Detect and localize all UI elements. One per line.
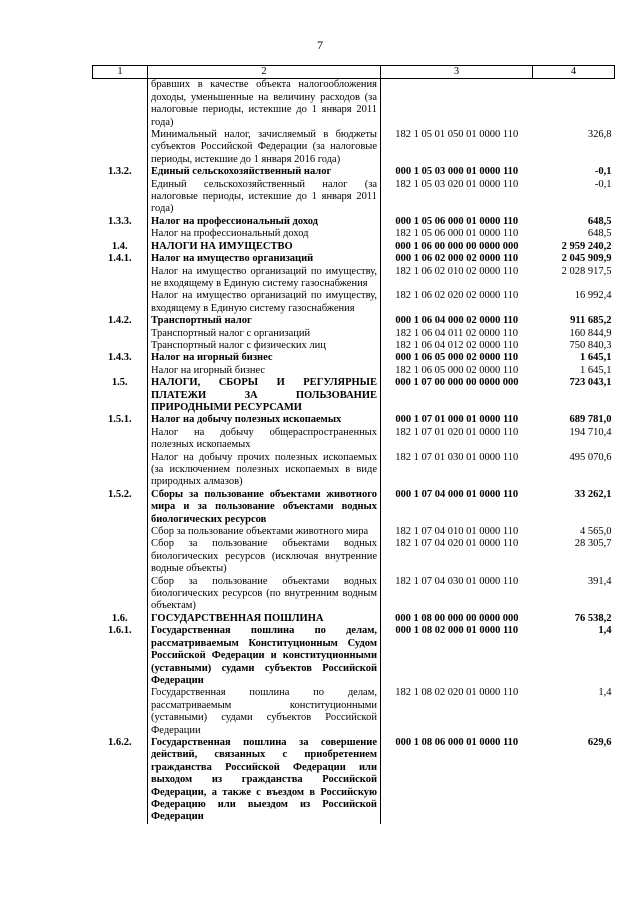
row-number: 1.4.2. — [107, 315, 132, 327]
row-number — [93, 576, 148, 613]
row-value: -0,1 — [594, 166, 612, 178]
row-code: 000 1 05 06 000 01 0000 110 — [395, 215, 519, 227]
table-row — [93, 216, 615, 228]
row-code — [381, 79, 533, 129]
row-value: 2 045 909,9 — [561, 253, 612, 265]
row-name: НАЛОГИ, СБОРЫ И РЕГУЛЯРНЫЕ ПЛАТЕЖИ ЗА ПОЛЬЗОВАНИЕ ПРИРОДНЫМИ РЕСУРСАМИ — [148, 377, 381, 414]
table-row — [93, 315, 615, 327]
table-row — [93, 340, 615, 352]
row-name: Налог на игорный бизнес — [148, 352, 381, 364]
row-value: 391,4 — [587, 575, 612, 587]
row-code: 000 1 08 06 000 01 0000 110 — [395, 736, 519, 748]
row-number — [93, 228, 148, 240]
row-name: Минимальный налог, зачисляемый в бюджеты субъектов Российской Федерации (за налоговые периоды, истекшие до 1 января 2016 года) — [148, 129, 381, 166]
table-row — [93, 377, 615, 414]
table-row — [93, 737, 615, 824]
row-code: 000 1 08 02 000 01 0000 110 — [395, 625, 519, 637]
row-name: Транспортный налог с организаций — [148, 328, 381, 340]
row-number — [93, 526, 148, 538]
row-number: 1.3.3. — [107, 215, 132, 227]
row-value: 160 844,9 — [569, 327, 612, 339]
row-code: 000 1 05 03 000 01 0000 110 — [395, 166, 519, 178]
revenue-table — [92, 65, 615, 824]
row-value: 16 992,4 — [574, 290, 612, 302]
row-number — [93, 427, 148, 452]
table-row — [93, 687, 615, 737]
table-row — [93, 241, 615, 253]
row-name: Налог на профессиональный доход — [148, 216, 381, 228]
row-number — [93, 365, 148, 377]
row-name: Налог на игорный бизнес — [148, 365, 381, 377]
table-row — [93, 352, 615, 364]
header-col-3: 3 — [381, 66, 533, 79]
row-value: 689 781,0 — [569, 414, 612, 426]
table-row — [93, 79, 615, 129]
row-code: 182 1 07 01 020 01 0000 110 — [395, 426, 519, 438]
row-name: Сборы за пользование объектами животного мира и за пользование объектами водных биологических ресурсов — [148, 489, 381, 526]
header-col-1: 1 — [93, 66, 148, 79]
row-code: 182 1 05 01 050 01 0000 110 — [395, 129, 519, 141]
table-row — [93, 526, 615, 538]
row-value — [533, 79, 615, 129]
row-name: Налог на имущество организаций — [148, 253, 381, 265]
row-number: 1.6. — [111, 612, 128, 624]
row-name: Налог на добычу общераспространенных полезных ископаемых — [148, 427, 381, 452]
row-name: Налог на имущество организаций по имуществу, не входящему в Единую систему газоснабжения — [148, 266, 381, 291]
row-name: Единый сельскохозяйственный налог (за налоговые периоды, истекшие до 1 января 2011 года) — [148, 179, 381, 216]
table-row — [93, 414, 615, 426]
row-number — [93, 129, 148, 166]
row-name: Государственная пошлина по делам, рассматриваемым конституционными (уставными) судами субъектов Российской Федерации — [148, 687, 381, 737]
table-row — [93, 576, 615, 613]
row-name: ГОСУДАРСТВЕННАЯ ПОШЛИНА — [148, 613, 381, 625]
row-value: 1,4 — [598, 625, 612, 637]
row-number: 1.3.2. — [107, 166, 132, 178]
row-code: 000 1 07 04 000 01 0000 110 — [395, 488, 519, 500]
row-number — [93, 179, 148, 216]
header-col-4: 4 — [533, 66, 615, 79]
row-value: 911 685,2 — [570, 315, 612, 327]
row-code: 182 1 06 02 010 02 0000 110 — [395, 265, 519, 277]
row-value: 194 710,4 — [569, 426, 612, 438]
row-name: бравших в качестве объекта налогообложения доходы, уменьшенные на величину расходов (за налоговые периоды, истекшие до 1 января 2011 года) — [148, 79, 381, 129]
table-row — [93, 613, 615, 625]
row-value: 4 565,0 — [580, 526, 612, 538]
page-number: 7 — [317, 38, 323, 52]
row-number — [93, 687, 148, 737]
header-col-2: 2 — [148, 66, 381, 79]
row-number: 1.6.1. — [107, 625, 132, 637]
row-code: 000 1 07 01 000 01 0000 110 — [395, 414, 519, 426]
row-name: Налог на добычу полезных ископаемых — [148, 414, 381, 426]
row-code: 182 1 07 04 030 01 0000 110 — [395, 575, 519, 587]
row-code: 000 1 06 05 000 02 0000 110 — [395, 352, 519, 364]
table-row — [93, 365, 615, 377]
row-value: 326,8 — [587, 129, 612, 141]
row-name: Транспортный налог с физических лиц — [148, 340, 381, 352]
row-number — [93, 340, 148, 352]
row-code: 182 1 05 06 000 01 0000 110 — [395, 228, 519, 240]
row-name: Государственная пошлина за совершение действий, связанных с приобретением гражданства Российской Федерации или выходом из гражданства Российской Федерации, а также с въездом в Российскую Федерацию или выездом из Российской Федерации — [148, 737, 381, 824]
table-row — [93, 489, 615, 526]
row-name: Единый сельскохозяйственный налог — [148, 166, 381, 178]
row-code: 182 1 06 04 012 02 0000 110 — [395, 339, 519, 351]
row-number — [93, 328, 148, 340]
row-value: 629,6 — [587, 736, 612, 748]
row-code: 000 1 07 00 000 00 0000 000 — [395, 377, 519, 389]
row-name: Сбор за пользование объектами животного мира — [148, 526, 381, 538]
row-number: 1.4.3. — [107, 352, 132, 364]
row-value: 750 840,3 — [569, 339, 612, 351]
table-row — [93, 166, 615, 178]
row-value: 723 043,1 — [569, 377, 612, 389]
table-row — [93, 427, 615, 452]
row-value: 28 305,7 — [574, 538, 612, 550]
row-code: 000 1 06 00 000 00 0000 000 — [395, 240, 519, 252]
row-number — [93, 290, 148, 315]
row-name: Налог на добычу прочих полезных ископаемых (за исключением полезных ископаемых в виде природных алмазов) — [148, 452, 381, 489]
table-row — [93, 625, 615, 687]
row-name: Государственная пошлина по делам, рассматриваемым Конституционным Судом Российской Федерации и конституционными (уставными) судами субъектов Российской Федерации — [148, 625, 381, 687]
row-name: НАЛОГИ НА ИМУЩЕСТВО — [148, 241, 381, 253]
row-code: 000 1 06 04 000 02 0000 110 — [395, 315, 519, 327]
table-header-row — [93, 66, 615, 79]
table-row — [93, 538, 615, 575]
row-name: Транспортный налог — [148, 315, 381, 327]
row-number: 1.6.2. — [107, 736, 132, 748]
row-code: 182 1 06 05 000 02 0000 110 — [395, 364, 519, 376]
row-number: 1.4. — [111, 240, 128, 252]
row-value: 1 645,1 — [580, 352, 612, 364]
row-code: 182 1 07 04 010 01 0000 110 — [395, 526, 519, 538]
row-number — [93, 79, 148, 129]
row-number: 1.5.1. — [107, 414, 132, 426]
row-code: 182 1 07 04 020 01 0000 110 — [395, 538, 519, 550]
row-value: 648,5 — [587, 215, 612, 227]
row-name: Сбор за пользование объектами водных биологических ресурсов (исключая внутренние водные объекты) — [148, 538, 381, 575]
table-row — [93, 228, 615, 240]
table-row — [93, 266, 615, 291]
row-number: 1.4.1. — [107, 253, 132, 265]
row-number — [93, 452, 148, 489]
row-code: 182 1 07 01 030 01 0000 110 — [395, 451, 519, 463]
table-body — [93, 79, 615, 824]
table-row — [93, 129, 615, 166]
row-code: 182 1 08 02 020 01 0000 110 — [395, 687, 519, 699]
row-value: 1 645,1 — [580, 364, 612, 376]
table-row — [93, 452, 615, 489]
row-value: 648,5 — [587, 228, 612, 240]
row-number: 1.5. — [111, 377, 128, 389]
row-code: 182 1 06 02 020 02 0000 110 — [395, 290, 519, 302]
row-code: 000 1 06 02 000 02 0000 110 — [395, 253, 519, 265]
row-value: 1,4 — [598, 687, 612, 699]
row-code: 182 1 06 04 011 02 0000 110 — [395, 327, 519, 339]
row-value: 2 959 240,2 — [561, 240, 612, 252]
row-value: 495 070,6 — [569, 451, 612, 463]
row-value: -0,1 — [594, 178, 612, 190]
table-row — [93, 179, 615, 216]
row-name: Налог на имущество организаций по имуществу, входящему в Единую систему газоснабжения — [148, 290, 381, 315]
row-number: 1.5.2. — [107, 488, 132, 500]
table-row — [93, 290, 615, 315]
row-value: 33 262,1 — [574, 488, 612, 500]
row-number — [93, 266, 148, 291]
row-code: 000 1 08 00 000 00 0000 000 — [395, 612, 519, 624]
row-number — [93, 538, 148, 575]
table-row — [93, 253, 615, 265]
table-row — [93, 328, 615, 340]
row-value: 2 028 917,5 — [561, 265, 612, 277]
row-code: 182 1 05 03 020 01 0000 110 — [395, 178, 519, 190]
row-name: Сбор за пользование объектами водных биологических ресурсов (по внутренним водным объектам) — [148, 576, 381, 613]
row-value: 76 538,2 — [574, 612, 612, 624]
row-name: Налог на профессиональный доход — [148, 228, 381, 240]
